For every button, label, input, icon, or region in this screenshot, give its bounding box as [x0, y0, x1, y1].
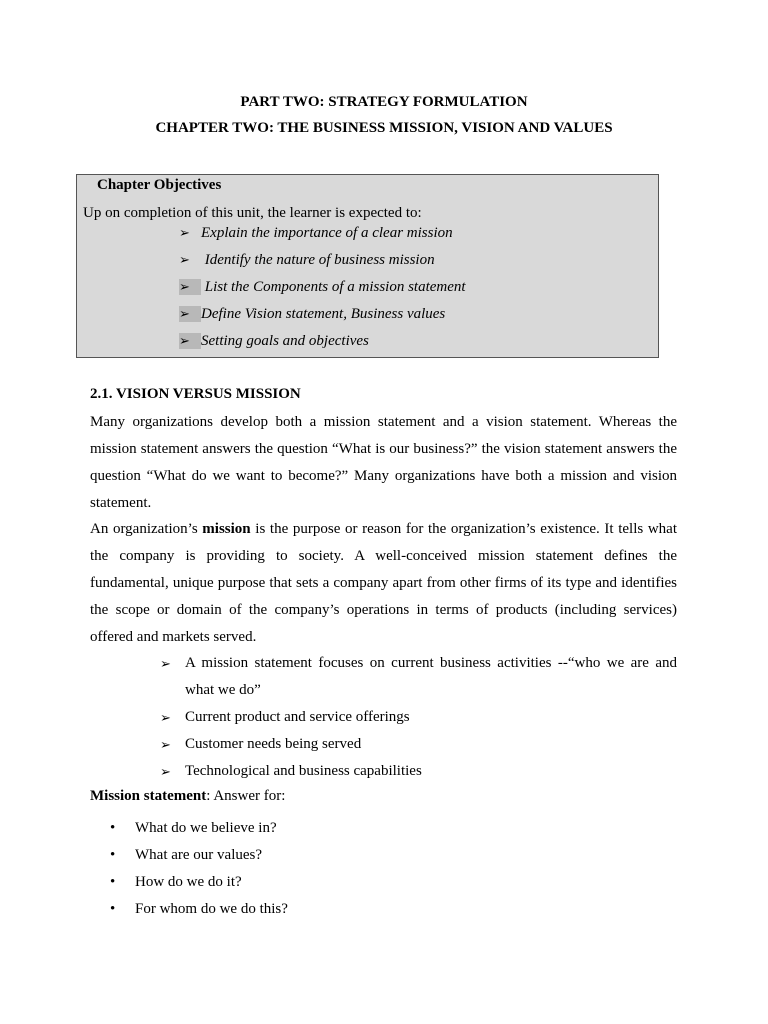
bullet-dot-icon: • — [110, 820, 116, 836]
list-item-text: Technological and business capabilities — [185, 763, 422, 779]
part-heading: PART TWO: STRATEGY FORMULATION — [240, 94, 528, 110]
bullet-dot-icon: • — [110, 847, 116, 863]
chapter-objectives-box — [76, 174, 659, 358]
bullet-dot-icon: • — [110, 901, 116, 917]
objective-item — [179, 333, 369, 350]
list-item-text: Customer needs being served — [185, 736, 362, 752]
para-text: is the purpose or reason for the organization’s existence. It tells what the company is providing to society. A well-conceived mission statement defines the fundamental, unique purpose that sets a company apart from other firms of its type and identifies the scope or domain of the company’s operations in terms of products (including services) offered and markets served. — [90, 521, 677, 645]
list-item-text: What do we believe in? — [135, 820, 277, 836]
objectives-title: Chapter Objectives — [97, 177, 222, 193]
objective-item — [179, 225, 453, 242]
chapter-heading: CHAPTER TWO: THE BUSINESS MISSION, VISION AND VALUES — [155, 120, 613, 136]
list-item — [160, 650, 677, 704]
paragraph-mission-definition — [90, 516, 677, 651]
paragraph-vision-mission: Many organizations develop both a mission statement and a vision statement. Whereas the mission statement answers the question “What is our business?” the vision statement answers the question “What do we want to become?” Many organizations have both a mission and vision statement. — [90, 414, 677, 511]
list-item — [160, 731, 677, 758]
arrow-bullet-icon: ➢ — [160, 656, 171, 671]
objective-text: Define Vision statement, Business values — [201, 306, 446, 322]
list-item-text: How do we do it? — [135, 874, 242, 890]
arrow-bullet-icon: ➢ — [179, 306, 201, 322]
arrow-bullet-icon: ➢ — [160, 737, 171, 752]
list-item — [110, 896, 288, 923]
list-item-text: A mission statement focuses on current business activities --“who we are and what we do” — [185, 655, 677, 698]
arrow-bullet-icon: ➢ — [179, 279, 201, 295]
arrow-bullet-icon: ➢ — [160, 710, 171, 725]
objective-text: Identify the nature of business mission — [201, 252, 435, 268]
mission-questions-list — [110, 815, 288, 923]
mission-focus-list — [160, 650, 677, 785]
arrow-bullet-icon: ➢ — [160, 764, 171, 779]
mission-statement-rest: : Answer for: — [206, 788, 286, 804]
mission-statement-term: Mission statement — [90, 788, 207, 804]
objectives-intro: Up on completion of this unit, the learner is expected to: — [83, 205, 422, 221]
mission-statement-label — [90, 788, 285, 805]
bullet-dot-icon: • — [110, 874, 116, 890]
objective-text: List the Components of a mission statement — [201, 279, 466, 295]
list-item — [160, 758, 677, 785]
objective-text: Setting goals and objectives — [201, 333, 369, 349]
list-item-text: Current product and service offerings — [185, 709, 410, 725]
list-item-text: What are our values? — [135, 847, 263, 863]
list-item — [110, 815, 288, 842]
list-item — [110, 869, 288, 896]
arrow-bullet-icon: ➢ — [179, 252, 190, 267]
mission-term: mission — [202, 521, 251, 537]
arrow-bullet-icon: ➢ — [179, 225, 190, 240]
list-item-text: For whom do we do this? — [135, 901, 288, 917]
list-item — [160, 704, 677, 731]
objective-item — [179, 252, 435, 269]
list-item — [110, 842, 288, 869]
objective-item — [179, 279, 466, 296]
arrow-bullet-icon: ➢ — [179, 333, 201, 349]
section-title: 2.1. VISION VERSUS MISSION — [90, 386, 301, 402]
para-text: An organization’s — [90, 521, 203, 537]
objective-item — [179, 306, 445, 323]
objective-text: Explain the importance of a clear mission — [201, 225, 453, 241]
